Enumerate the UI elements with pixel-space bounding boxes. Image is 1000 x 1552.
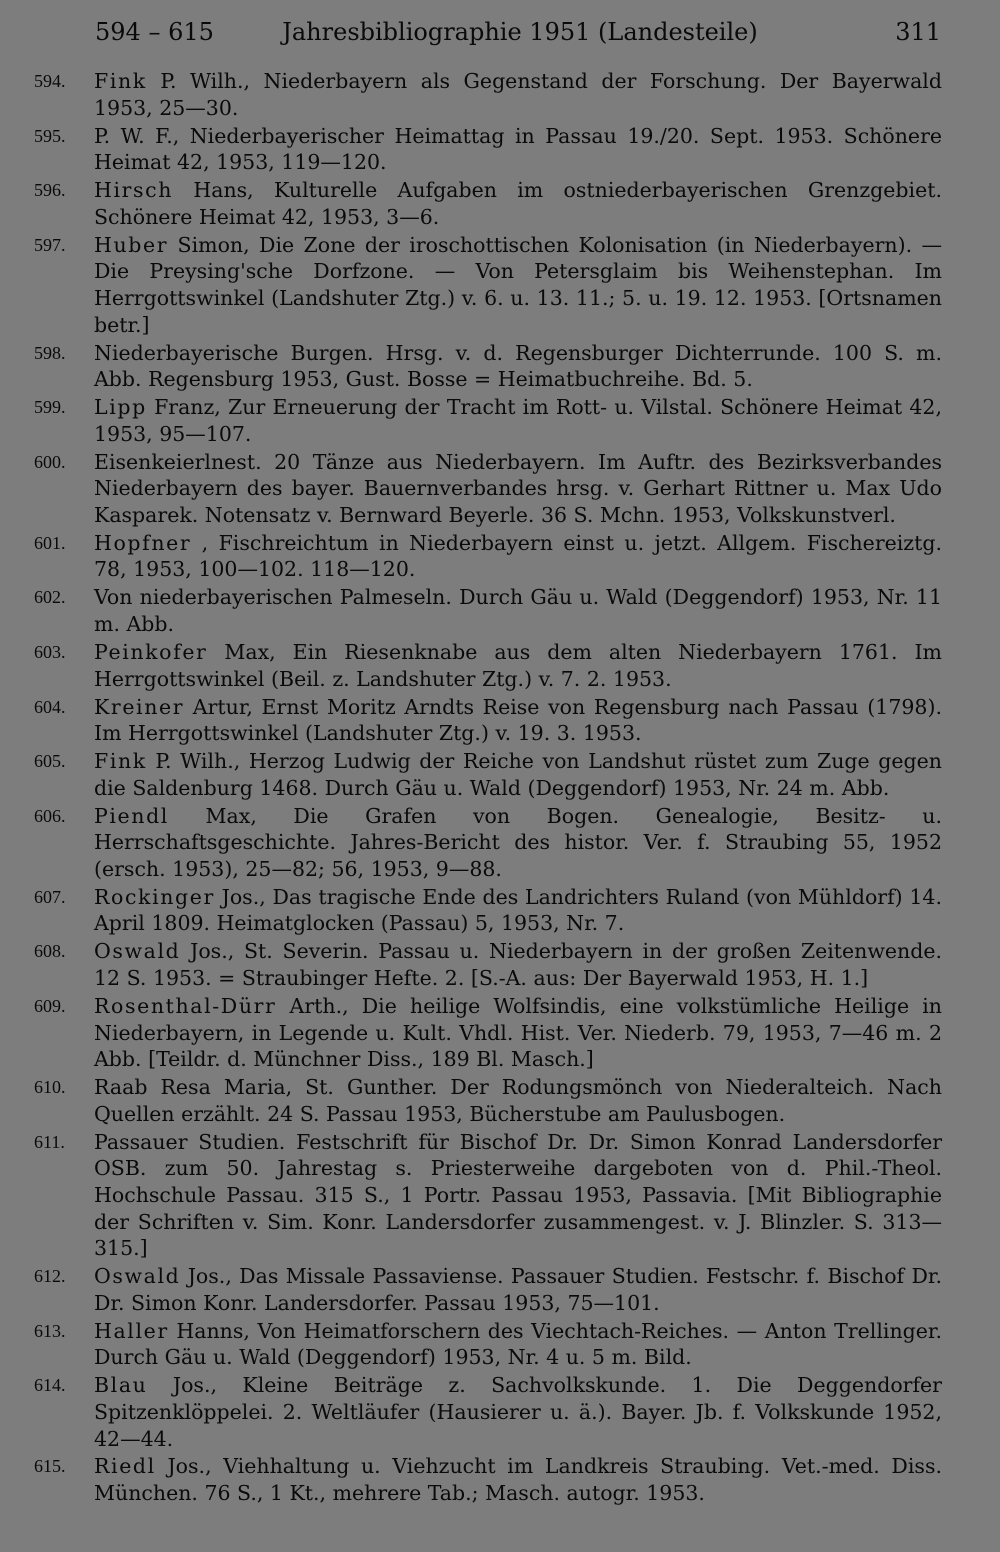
entry-text: Max, Die Grafen von Bogen. Genealogie, Besitz- u. Herrschaftsgeschichte. Jahres-Bericht des histor. Ver. f. Straubing 55, 1952 (ersch. 1953), 25—82; 56, 1953, 9—88. <box>94 803 942 881</box>
entry-text: Franz, Zur Erneuerung der Tracht im Rott- u. Vilstal. Schönere Heimat 42, 1953, 95—107. <box>94 395 942 446</box>
entry-text: Hans, Kulturelle Aufgaben im ostniederbayerischen Grenzgebiet. Schönere Heimat 42, 1953, 3—6. <box>94 178 942 229</box>
entry-number: 604. <box>34 696 66 717</box>
bibliography-entry <box>34 1453 942 1506</box>
entry-text: Von niederbayerischen Palmeseln. Durch Gäu u. Wald (Deggendorf) 1953, Nr. 11 m. Abb. <box>94 585 942 636</box>
entry-range: 594 – 615 <box>95 18 214 46</box>
bibliography-entry <box>34 1263 942 1316</box>
entry-text: Raab Resa Maria, St. Gunther. Der Rodungsmönch von Niederalteich. Nach Quellen erzählt. 24 S. Passau 1953, Bücherstube am Paulusbogen. <box>94 1075 942 1126</box>
bibliography-entry <box>34 1318 942 1371</box>
bibliography-entry <box>34 232 942 338</box>
entry-number: 608. <box>34 941 66 962</box>
entry-number: 613. <box>34 1320 66 1341</box>
entry-author: Haller <box>94 1318 169 1343</box>
bibliography-entry <box>34 639 942 692</box>
entry-text: Max, Ein Riesenknabe aus dem alten Niederbayern 1761. Im Herrgottswinkel (Beil. z. Landshuter Ztg.) v. 7. 2. 1953. <box>94 639 942 691</box>
entry-number: 597. <box>34 234 66 255</box>
entry-author: Oswald <box>94 1264 181 1289</box>
entry-number: 603. <box>34 641 66 662</box>
entry-number: 607. <box>34 886 66 907</box>
entry-author: Riedl <box>94 1454 156 1479</box>
entry-author: Piendl <box>94 803 169 828</box>
entry-author: Hopfner <box>94 530 192 555</box>
entry-author: Kreiner <box>94 694 185 719</box>
page-title: Jahresbibliographie 1951 (Landesteile) <box>282 18 758 46</box>
bibliography-entry <box>34 1129 942 1262</box>
entry-text: Arth., Die heilige Wolfsindis, eine volkstümliche Heilige in Niederbayern, in Legende u. Kult. Vhdl. Hist. Ver. Niederb. 79, 1953, 7—46 m. 2 Abb. [Teildr. d. Münchner Diss., 189 Bl. Masch.] <box>94 994 942 1072</box>
bibliography-entry <box>34 340 942 393</box>
entry-author: Fink <box>94 69 147 93</box>
entry-text: Niederbayerische Burgen. Hrsg. v. d. Regensburger Dichterrunde. 100 S. m. Abb. Regensburg 1953, Gust. Bosse = Heimatbuchreihe. Bd. 5. <box>94 340 942 392</box>
bibliography-entry <box>34 530 942 583</box>
running-header <box>95 18 945 54</box>
entry-number: 596. <box>34 180 66 201</box>
bibliography-entry <box>34 993 942 1073</box>
bibliography-entry <box>34 177 942 230</box>
entry-author: Rockinger <box>94 884 215 909</box>
bibliography-entry <box>34 1074 942 1127</box>
entry-text: Simon, Die Zone der iroschottischen Kolonisation (in Niederbayern). — Die Preysing'sche Dorfzone. — Von Petersglaim bis Weihenstephan. Im Herrgottswinkel (Landshuter Ztg.) v. 6. u. 13. 11.; 5. u. 19. 12. 1953. [Ortsnamen betr.] <box>94 232 942 337</box>
entry-text: P. Wilh., Niederbayern als Gegenstand der Forschung. Der Bayerwald 1953, 25—30. <box>94 69 942 120</box>
entry-author: Peinkofer <box>94 639 208 664</box>
entry-author: Lipp <box>94 395 147 420</box>
entry-author: Hirsch <box>94 178 174 203</box>
entry-number: 595. <box>34 125 66 146</box>
bibliography-entry <box>34 449 942 529</box>
entry-text: Jos., St. Severin. Passau u. Niederbayern in der großen Zeitenwende. 12 S. 1953. = Straubinger Hefte. 2. [S.-A. aus: Der Bayerwald 1953, H. 1.] <box>94 939 942 991</box>
entry-text: Jos., Kleine Beiträge z. Sachvolkskunde. 1. Die Deggendorfer Spitzenklöppelei. 2. Weltläufer (Hausierer u. ä.). Bayer. Jb. f. Volkskunde 1952, 42—44. <box>94 1373 942 1451</box>
bibliography-entry <box>34 748 942 801</box>
entry-number: 594. <box>34 71 66 91</box>
entry-text: Passauer Studien. Festschrift für Bischof Dr. Dr. Simon Konrad Landersdorfer OSB. zum 50. Jahrestag s. Priesterweihe dargeboten von d. Phil.-Theol. Hochschule Passau. 315 S., 1 Portr. Passau 1953, Passavia. [Mit Bibliographie der Schriften v. Sim. Konr. Landersdorfer zusammengest. v. J. Blinzler. S. 313—315.] <box>94 1129 942 1261</box>
entry-number: 600. <box>34 451 66 472</box>
entry-text: Jos., Das tragische Ende des Landrichters Ruland (von Mühldorf) 14. April 1809. Heimatglocken (Passau) 5, 1953, Nr. 7. <box>94 884 942 936</box>
entry-author: Rosenthal-Dürr <box>94 994 277 1019</box>
bibliography-entry <box>34 68 942 121</box>
entry-text: , Fischreichtum in Niederbayern einst u. jetzt. Allgem. Fischereiztg. 78, 1953, 100—102. 118—120. <box>94 530 942 582</box>
entry-number: 598. <box>34 342 66 363</box>
entry-number: 612. <box>34 1266 66 1287</box>
entry-text: Artur, Ernst Moritz Arndts Reise von Regensburg nach Passau (1798). Im Herrgottswinkel (Landshuter Ztg.) v. 19. 3. 1953. <box>94 694 942 746</box>
bibliography-entry <box>34 394 942 447</box>
bibliography-entry <box>34 584 942 637</box>
entry-number: 605. <box>34 751 66 772</box>
bibliography-entry <box>34 803 942 883</box>
entry-number: 610. <box>34 1077 66 1098</box>
entry-text: Jos., Das Missale Passaviense. Passauer Studien. Festschr. f. Bischof Dr. Dr. Simon Konr. Landersdorfer. Passau 1953, 75—101. <box>94 1264 942 1315</box>
entry-number: 601. <box>34 532 66 553</box>
bibliography-entry <box>34 1372 942 1452</box>
bibliography-entry <box>34 123 942 176</box>
bibliography-list <box>34 68 942 1508</box>
entry-number: 614. <box>34 1375 66 1396</box>
entry-text: P. Wilh., Herzog Ludwig der Reiche von Landshut rüstet zum Zuge gegen die Saldenburg 1468. Durch Gäu u. Wald (Deggendorf) 1953, Nr. 24 m. Abb. <box>94 749 942 800</box>
entry-author: Blau <box>94 1373 148 1398</box>
entry-number: 611. <box>34 1131 65 1152</box>
entry-number: 599. <box>34 397 66 418</box>
entry-number: 609. <box>34 996 66 1017</box>
bibliography-entry <box>34 884 942 937</box>
page-number: 311 <box>895 18 941 46</box>
bibliography-entry <box>34 938 942 991</box>
entry-author: Huber <box>94 232 169 257</box>
entry-text: Hanns, Von Heimatforschern des Viechtach-Reiches. — Anton Trellinger. Durch Gäu u. Wald (Deggendorf) 1953, Nr. 4 u. 5 m. Bild. <box>94 1318 942 1370</box>
entry-text: Jos., Viehhaltung u. Viehzucht im Landkreis Straubing. Vet.-med. Diss. München. 76 S., 1 Kt., mehrere Tab.; Masch. autogr. 1953. <box>94 1454 942 1506</box>
entry-author: Oswald <box>94 939 181 964</box>
entry-author: Fink <box>94 749 147 774</box>
entry-text: P. W. F., Niederbayerischer Heimattag in Passau 19./20. Sept. 1953. Schönere Heimat 42, 1953, 119—120. <box>94 123 942 175</box>
entry-number: 615. <box>34 1456 66 1477</box>
entry-text: Eisenkeierlnest. 20 Tänze aus Niederbayern. Im Auftr. des Bezirksverbandes Niederbayern des bayer. Bauernverbandes hrsg. v. Gerhart Rittner u. Max Udo Kasparek. Notensatz v. Bernward Beyerle. 36 S. Mchn. 1953, Volkskunstverl. <box>94 449 942 527</box>
entry-number: 606. <box>34 805 66 826</box>
entry-number: 602. <box>34 587 66 608</box>
bibliography-entry <box>34 694 942 747</box>
